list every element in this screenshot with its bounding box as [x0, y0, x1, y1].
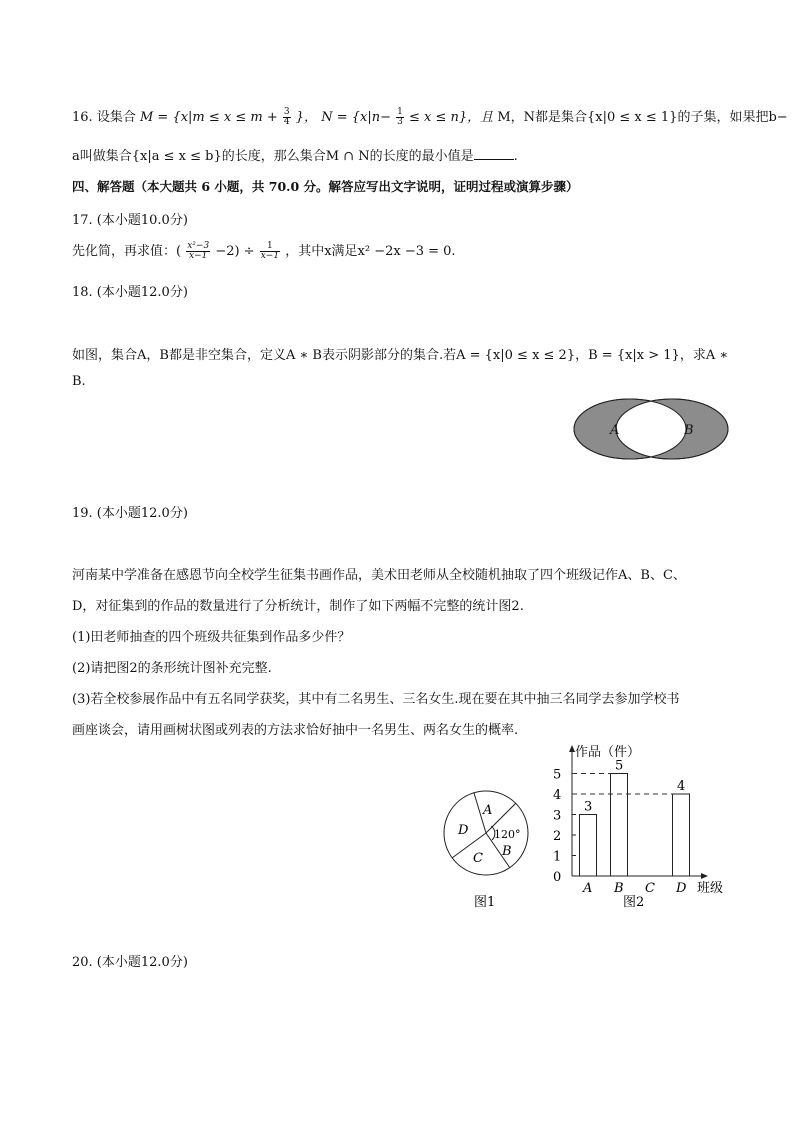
q16-number: 16.: [72, 110, 93, 125]
venn-diagram: [572, 397, 730, 463]
pie-label-b: B: [502, 844, 512, 859]
q19-header: 19. (本小题12.0分): [72, 506, 188, 521]
q17-body: [72, 240, 456, 261]
x-tick-label: D: [676, 881, 687, 896]
x-tick-label: A: [583, 881, 593, 896]
q16-line2-text: a叫做集合{x|a ≤ x ≤ b}的长度，那么集合M ∩ N的长度的最小值是: [72, 149, 474, 164]
q19-line-2: D，对征集到的作品的数量进行了分析统计，制作了如下两幅不完整的统计图2.: [72, 599, 524, 614]
pie-label-d: D: [458, 823, 469, 838]
q16-text-b: M，N都是集合{x|0 ≤ x ≤ 1}的子集，如果把b−: [497, 110, 788, 125]
pie-figure-1: [440, 790, 540, 916]
bar: [673, 794, 690, 876]
q19-sub-1: (1)田老师抽查的四个班级共征集到作品多少件？: [72, 630, 351, 645]
x-axis-arrow: [701, 873, 708, 879]
bar: [611, 774, 628, 877]
venn-label-a: A: [610, 423, 620, 438]
q17-frac2-num: 1: [260, 242, 280, 252]
frac-n-num: 1: [397, 107, 403, 117]
q17-header: 17. (本小题10.0分): [72, 213, 188, 228]
q19-sub-2: (2)请把图2的条形统计图补充完整.: [72, 661, 272, 676]
y-tick-label: 4: [553, 788, 562, 803]
frac-m-num: 3: [283, 107, 290, 117]
q16-line2-end: .: [513, 149, 518, 164]
set-n-start: N = {x|n−: [321, 110, 391, 125]
venn-label-b: B: [684, 423, 694, 438]
bar-chart-figure-2: [545, 740, 740, 916]
fraction-m: [283, 108, 291, 127]
frac-m-den: 4: [283, 117, 290, 127]
q16-line-1: [72, 106, 788, 127]
fig2-caption: 图2: [623, 895, 645, 910]
q18-header: 18. (本小题12.0分): [72, 285, 188, 300]
bar-data-label: 3: [584, 799, 593, 815]
y-tick-label: 1: [553, 849, 562, 865]
x-tick-label: B: [614, 881, 624, 896]
fig1-caption: 图1: [474, 895, 496, 910]
q17-fraction-1: [186, 242, 210, 261]
set-n-end: ≤ x ≤ n}，且: [409, 110, 494, 125]
y-tick-label: 0: [553, 870, 562, 885]
bar: [580, 815, 597, 877]
x-axis-title: 班级: [697, 881, 724, 896]
bar-data-label: 5: [615, 758, 624, 774]
q16-text-a: 设集合: [96, 110, 136, 125]
set-m-start: M = {x|m ≤ x ≤ m +: [139, 110, 278, 125]
y-tick-label: 3: [553, 808, 562, 824]
set-m-end: }，: [295, 110, 318, 125]
q18-line-2: B.: [72, 374, 86, 389]
x-tick-label: C: [645, 881, 655, 896]
q17-text-c: ，其中x满足x² −2x −3 = 0.: [285, 244, 456, 259]
answer-blank: [474, 147, 514, 160]
q17-text-a: 先化简，再求值：(: [72, 244, 182, 259]
q19-sub-3a: (3)若全校参展作品中有五名同学获奖，其中有二名男生、三名女生.现在要在其中抽三名同学去参加学校书: [72, 692, 680, 707]
pie-label-a: A: [483, 803, 493, 818]
y-tick-label: 2: [553, 829, 562, 844]
section-4-heading: 四、解答题（本大题共 6 小题，共 70.0 分。解答应写出文字说明，证明过程或演算步骤）: [72, 179, 579, 194]
q18-line-1: 如图，集合A，B都是非空集合，定义A ∗ B表示阴影部分的集合.若A = {x|0 ≤ x ≤ 2}，B = {x|x > 1}，求A ∗: [72, 348, 729, 363]
y-tick-label: 5: [553, 767, 562, 783]
q17-frac2-den: x−1: [260, 251, 280, 261]
q17-frac1-num: x²−3: [187, 241, 210, 251]
pie-label-c: C: [473, 851, 483, 866]
q19-sub-3b: 画座谈会，请用画树状图或列表的方法求恰好抽中一名男生、两名女生的概率.: [72, 723, 519, 738]
q17-text-b: −2) ÷: [215, 244, 255, 259]
q20-header: 20. (本小题12.0分): [72, 955, 188, 970]
pie-angle-label: 120°: [494, 828, 521, 841]
q19-line-1: 河南某中学准备在感恩节向全校学生征集书画作品，美术田老师从全校随机抽取了四个班级记作A、B、C、: [72, 568, 686, 583]
q16-line-2: [72, 145, 518, 164]
q17-frac1-den: x−1: [189, 251, 208, 261]
frac-n-den: 3: [397, 117, 403, 127]
fraction-n: [396, 108, 404, 127]
y-axis-title: 作品（件）: [575, 745, 641, 760]
q17-fraction-2: [260, 242, 280, 261]
bar-data-label: 4: [677, 779, 686, 794]
